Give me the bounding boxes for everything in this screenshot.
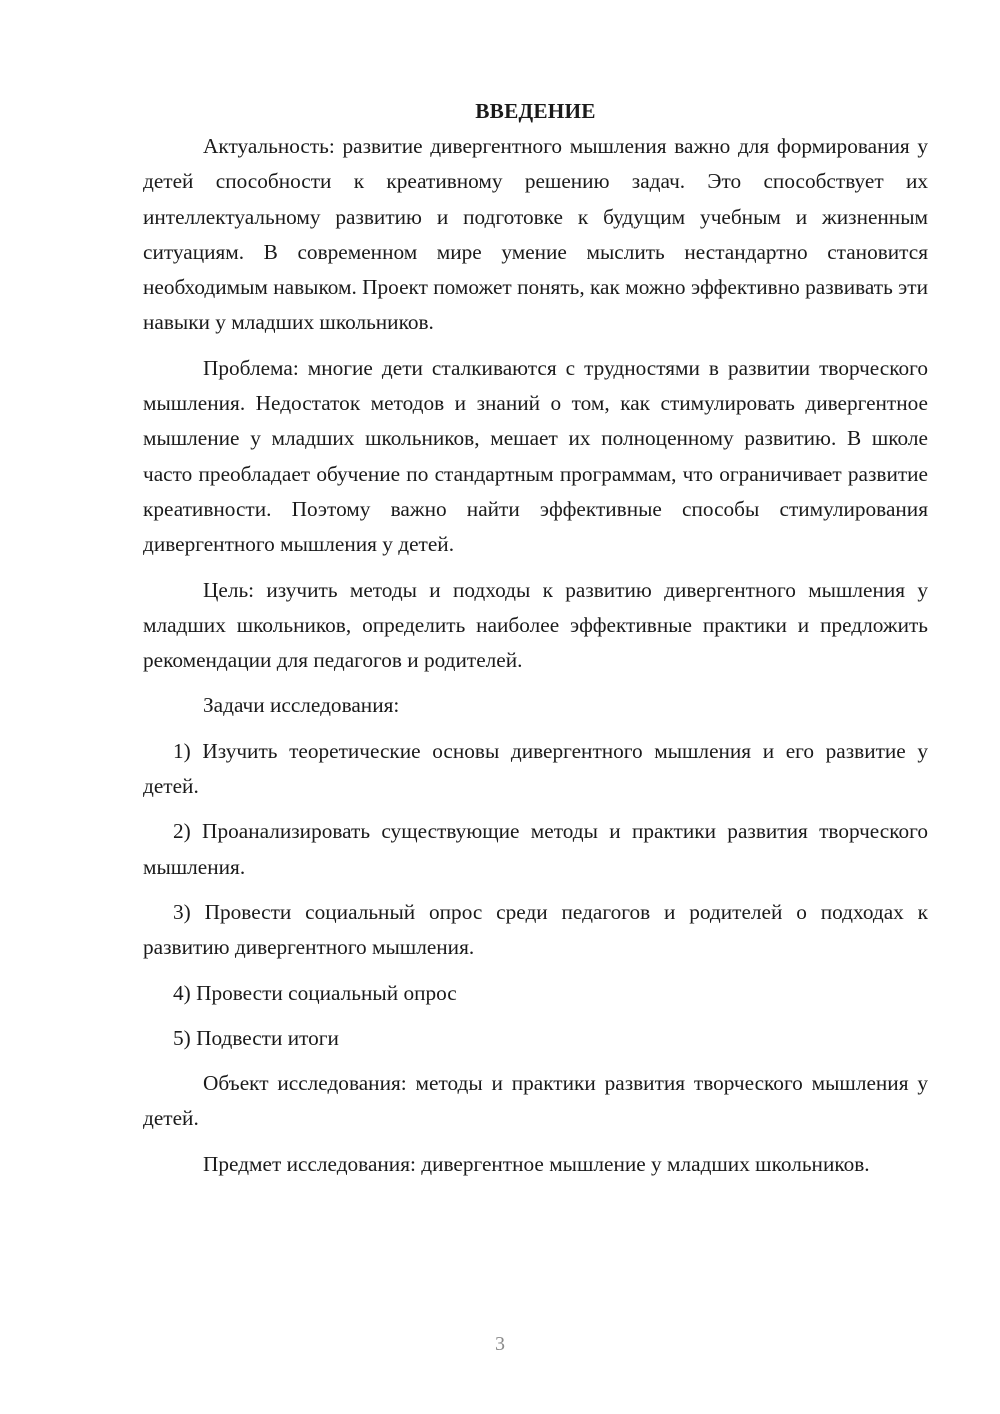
list-item: 4) Провести социальный опрос — [173, 980, 457, 1005]
list-item: 3) Провести социальный опрос среди педагогов и родителей о подходах к развитию дивергентного мышления. — [143, 899, 928, 960]
paragraph-goal: Цель: изучить методы и подходы к развитию дивергентного мышления у младших школьников, определить наиболее эффективные практики и предложить рекомендации для педагогов и родителей. — [143, 577, 928, 673]
tasks-list — [143, 734, 928, 1056]
tasks-label: Задачи исследования: — [203, 693, 400, 718]
list-item: 2) Проанализировать существующие методы и практики развития творческого мышления. — [143, 819, 928, 879]
paragraph-object: Объект исследования: методы и практики развития творческого мышления у детей. — [143, 1071, 928, 1131]
page-number: 3 — [495, 1333, 505, 1355]
list-item: 5) Подвести итоги — [173, 1025, 339, 1050]
list-item: 1) Изучить теоретические основы дивергентного мышления и его развитие у детей. — [143, 738, 928, 799]
paragraph-subject: Предмет исследования: дивергентное мышление у младших школьников. — [203, 1151, 870, 1176]
paragraph-problem: Проблема: многие дети сталкиваются с трудностями в развитии творческого мышления. Недостаток методов и знаний о том, как стимулировать дивергентное мышление у младших школьников, мешает их полноценному развитию. В школе часто преобладает обучение по стандартным программам, что ограничивает развитие креативности. Поэтому важно найти эффективные способы стимулирования дивергентного мышления у детей. — [143, 355, 928, 557]
paragraph-relevance: Актуальность: развитие дивергентного мышления важно для формирования у детей способности к креативному решению задач. Это способствует их интеллектуальному развитию и подготовке к будущим учебным и жизненным ситуациям. В современном мире умение мыслить нестандартно становится необходимым навыком. Проект поможет понять, как можно эффективно развивать эти навыки у младших школьников. — [143, 134, 928, 335]
section-heading: ВВЕДЕНИЕ — [475, 99, 596, 123]
page-content — [143, 95, 928, 1192]
